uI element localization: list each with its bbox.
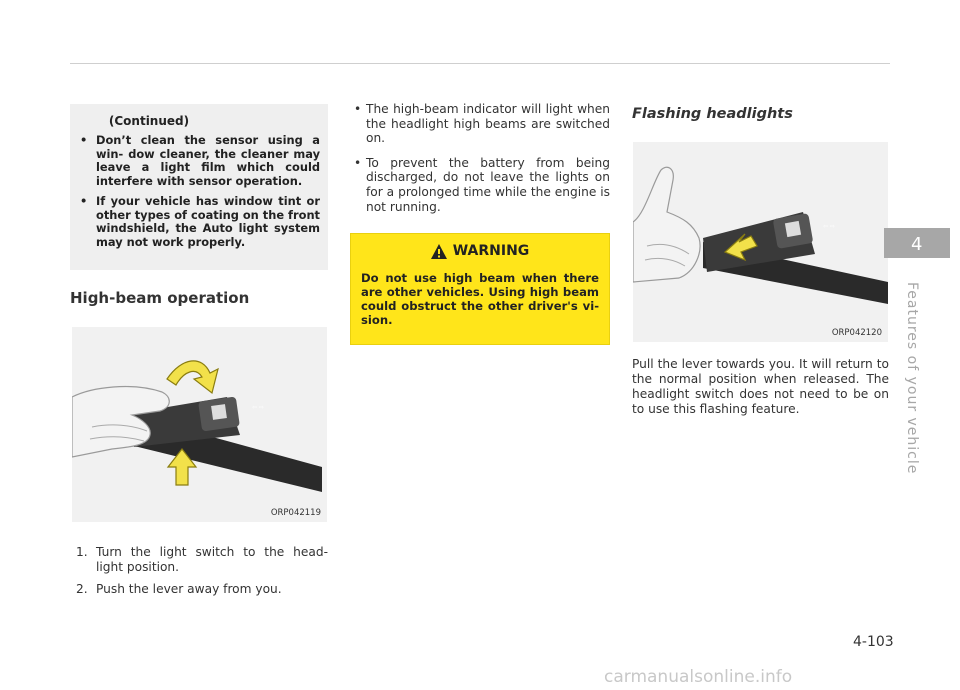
high-beam-notes <box>352 102 610 224</box>
step-text: Push the lever away from you. <box>96 582 282 596</box>
warning-title: WARNING <box>452 243 530 259</box>
warning-triangle-icon <box>431 244 447 259</box>
note-item: • If your vehicle has window tint or other types of coating on the front windshield, the Auto light system may not work properly. <box>78 195 320 249</box>
figure-code: ORP042119 <box>270 508 321 518</box>
step-number: 1. <box>76 545 88 559</box>
flashing-description: Pull the lever towards you. It will return to the normal position when released. The headlight switch does not need to be on to use this flashing feature. <box>632 357 889 416</box>
top-rule <box>70 63 890 64</box>
high-beam-steps <box>76 545 328 604</box>
chapter-number: 4 <box>911 234 923 255</box>
warning-text: Do not use high beam when there are other vehicles. Using high beam could obstruct the other driver's vi- sion. <box>361 271 599 327</box>
note-title: (Continued) <box>108 114 190 128</box>
watermark: carmanualsonline.info <box>604 667 793 687</box>
bullet-item: • The high-beam indicator will light when the headlight high beams are switched on. <box>352 102 610 146</box>
continued-note-box <box>70 104 328 270</box>
chapter-title: Features of your vehicle <box>904 282 920 475</box>
figure-code: ORP042120 <box>831 328 882 338</box>
bullet-item: • To prevent the battery from being discharged, do not leave the lights on for a prolonged time while the engine is not running. <box>352 156 610 214</box>
note-list <box>78 134 320 249</box>
svg-text:⇦ ⇨: ⇦ ⇨ <box>252 404 264 411</box>
high-beam-heading: High-beam operation <box>70 289 250 307</box>
step-number: 2. <box>76 582 88 596</box>
note-item: • Don’t clean the sensor using a win- dow cleaner, the cleaner may leave a light film which could interfere with sensor operation. <box>78 134 320 188</box>
page-number: 4-103 <box>853 634 894 650</box>
hand-pulling-lever-illustration <box>633 142 888 342</box>
step-item <box>76 582 328 597</box>
flashing-headlights-heading: Flashing headlights <box>632 106 793 122</box>
flashing-figure <box>633 142 888 342</box>
step-text: Turn the light switch to the head- light position. <box>96 545 328 574</box>
svg-text:⇦ ⇨: ⇦ ⇨ <box>823 223 835 230</box>
step-item <box>76 545 328 575</box>
hand-pushing-lever-illustration <box>72 327 327 522</box>
high-beam-figure <box>72 327 327 522</box>
warning-header <box>361 243 599 259</box>
warning-box <box>350 233 610 345</box>
